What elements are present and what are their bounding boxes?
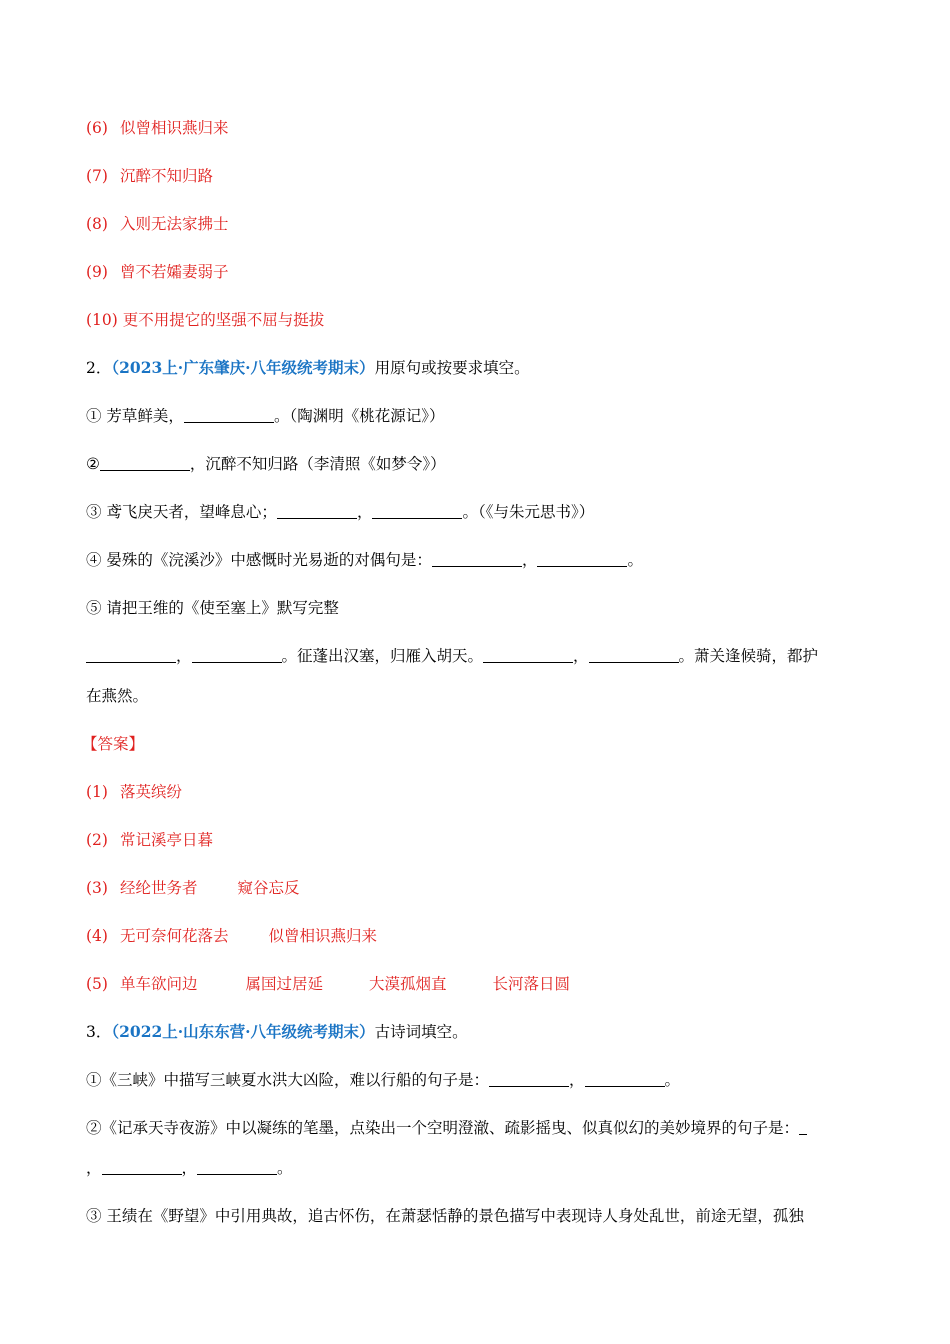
q2-answer-5: (5) 单车欲问边 属国过居延 大漠孤烟直 长河落日圆 bbox=[86, 975, 571, 993]
answer-line-6: (6) 似曾相识燕归来 bbox=[86, 119, 229, 137]
blank[interactable] bbox=[192, 647, 282, 663]
blank[interactable] bbox=[184, 407, 274, 423]
question-2-item-1: ① 芳草鲜美， 。（陶渊明《桃花源记》） bbox=[86, 407, 445, 425]
blank[interactable] bbox=[489, 1071, 569, 1087]
question-2-item-5: ⑤ 请把王维的《使至塞上》默写完整 bbox=[86, 599, 339, 617]
blank[interactable] bbox=[432, 551, 522, 567]
blank[interactable] bbox=[277, 503, 357, 519]
question-2-item-2: ② ，沉醉不知归路（李清照《如梦令》） bbox=[86, 455, 446, 473]
question-3-item-3: ③ 王绩在《野望》中引用典故，追古怀伤，在萧瑟恬静的景色描写中表现诗人身处乱世，前途无望，孤独 bbox=[86, 1207, 804, 1225]
answer-line-7: (7) 沉醉不知归路 bbox=[86, 167, 214, 185]
q2-answer-3: (3) 经纶世务者 窥谷忘反 bbox=[86, 879, 300, 897]
question-3-item-2-cont: ， ， 。 bbox=[86, 1159, 293, 1177]
question-2-item-4: ④ 晏殊的《浣溪沙》中感慨时光易逝的对偶句是： ， 。 bbox=[86, 551, 643, 569]
question-3-item-2: ②《记承天寺夜游》中以凝练的笔墨，点染出一个空明澄澈、疏影摇曳、似真似幻的美妙境界的句子是： bbox=[86, 1117, 807, 1139]
blank[interactable] bbox=[537, 551, 627, 567]
blank[interactable] bbox=[102, 1159, 182, 1175]
q2-answer-1: (1) 落英缤纷 bbox=[86, 783, 183, 801]
answer-line-10: (10) 更不用提它的坚强不屈与挺拔 bbox=[86, 311, 325, 329]
blank[interactable] bbox=[197, 1159, 277, 1175]
blank[interactable] bbox=[372, 503, 462, 519]
q2-answer-2: (2) 常记溪亭日暮 bbox=[86, 831, 214, 849]
answer-line-9: (9) 曾不若孀妻弱子 bbox=[86, 263, 229, 281]
blank[interactable] bbox=[483, 647, 573, 663]
question-2-source: （2023上·广东肇庆·八年级统考期末） bbox=[111, 358, 375, 377]
question-2-item-5-cont: 在燕然。 bbox=[86, 687, 149, 705]
question-3-heading: 3．（2022上·山东东营·八年级统考期末）古诗词填空。 bbox=[86, 1022, 468, 1041]
question-2-item-3: ③ 鸢飞戾天者，望峰息心； ， 。（《与朱元思书》） bbox=[86, 503, 595, 521]
answer-label: 【答案】 bbox=[82, 735, 145, 753]
blank[interactable] bbox=[589, 647, 679, 663]
answer-line-8: (8) 入则无法家拂士 bbox=[86, 215, 229, 233]
blank[interactable] bbox=[86, 647, 176, 663]
question-2-item-5-blanks: ， 。征蓬出汉塞，归雁入胡天。 ， 。萧关逢候骑，都护 bbox=[86, 645, 818, 667]
blank[interactable] bbox=[100, 455, 190, 471]
blank[interactable] bbox=[585, 1071, 665, 1087]
question-3-item-1: ①《三峡》中描写三峡夏水洪大凶险，难以行船的句子是： ， 。 bbox=[86, 1071, 681, 1089]
blank[interactable] bbox=[799, 1119, 807, 1135]
question-2-heading: 2．（2023上·广东肇庆·八年级统考期末）用原句或按要求填空。 bbox=[86, 358, 530, 377]
question-3-source: （2022上·山东东营·八年级统考期末） bbox=[111, 1022, 375, 1041]
q2-answer-4: (4) 无可奈何花落去 似曾相识燕归来 bbox=[86, 927, 378, 945]
